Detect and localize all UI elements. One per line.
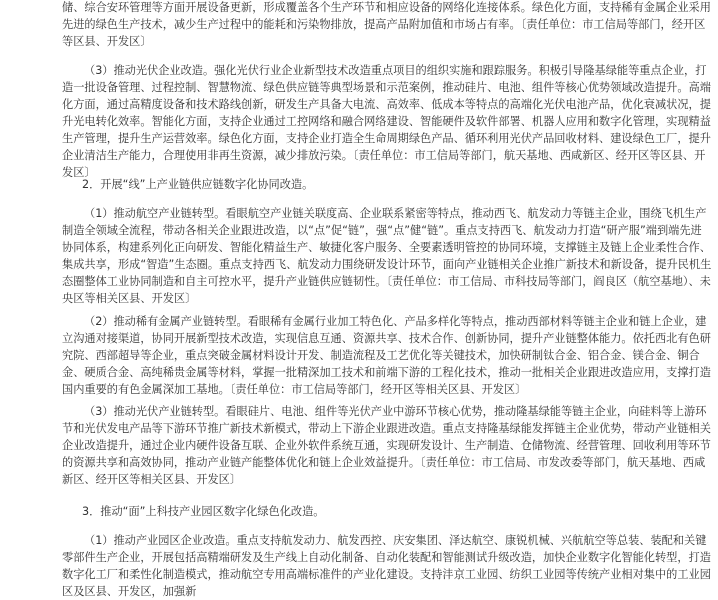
section-heading-area (82, 503, 324, 520)
paragraph-text: （3）推动光伏企业改造。强化光伏行业企业新型技术改造重点项目的组织实施和跟踪服务。积极引导隆基绿能等重点企业，打造一批设备管理、过程控制、智慧物流、绿色供应链等典型场景和示范案例，推动硅片、电池、组件等核心优势领域改造提升。高端化方面，通过高精度设备和技术路线创新，研发生产具备大电流、高效率、低成本等特点的高端化光伏电池产品，优化衰减状况，提升光电转化效率。智能化方面，支持企业通过工控网络和融合网络建设、智能硬件及软件部署、机器人应用和数字化管理，实现精益生产管理，提升生产运营效率。绿色化方面，支持企业打造全生命周期绿色产品、循环利用光伏产品回收材料、建设绿色工厂，提升企业清洁生产能力，合理使用非再生资源，减少排放污染。〔责任单位：市工信局等部门，航天基地、西咸新区、经开区等区县、开发区〕 (62, 64, 711, 179)
paragraph-continued (62, 0, 712, 50)
paragraph-text: 储、综合安环管理等方面开展设备更新，形成覆盖各个生产环节和相应设备的网络化连接体系。绿色化方面，支持稀有金属企业采用先进的绿色生产技术，减少生产过程中的能耗和污染物排放，提高产品附加值和市场占有率。〔责任单位：市工信局等部门，经开区等区县、开发区〕 (62, 1, 711, 48)
paragraph-rare-metal-chain (62, 313, 712, 398)
paragraph-text: （3）推动光伏产业链转型。看眼硅片、电池、组件等光伏产业中游环节核心优势，推动隆基绿能等链主企业，向硅料等上游环节和光伏发电产品等下游环节推广新技术新模式，带动上下游企业跟进改造。重点支持隆基绿能发挥链主企业优势，带动产业链相关企业改造提升，通过企业内硬件设备互联、企业外软件系统互通，实现研发设计、生产制造、仓储物流、经营管理、回收利用等环节的资源共享和高效协同，推动产业链产能整体优化和链上企业效益提升。〔责任单位：市工信局、市发改委等部门，航天基地、西咸新区、经开区等相关区县、开发区〕 (62, 405, 711, 486)
heading-text: 2．开展“线”上产业链供应链数字化协同改造。 (82, 178, 314, 191)
paragraph-text: （1）推动产业园区企业改造。重点支持航发动力、航发西控、庆安集团、泽达航空、康锐机械、兴航航空等总装、装配和关键零部件生产企业，开展包括高精端研发及生产线上自动化制备、自动化装配和智能测试升级改造，加快企业数字化智能化转型，打造数字化工厂和柔性化制造模式，推动航空专用高端标准件的产业化建设。支持沣京工业园、纺织工业园等传统产业相对集中的工业园区及区县、开发区，加强新 (62, 534, 711, 598)
paragraph-industrial-park (62, 532, 712, 600)
paragraph-photovoltaic-chain (62, 403, 712, 488)
paragraph-aviation-chain (62, 205, 712, 307)
heading-text: 3．推动“面”上科技产业园区数字化绿色化改造。 (82, 505, 325, 518)
section-heading-line (82, 176, 313, 193)
paragraph-text: （1）推动航空产业链转型。看眼航空产业链关联度高、企业联系紧密等特点，推动西飞、航发动力等链主企业，围绕飞机生产制造全领域全流程，带动各相关企业跟进改造，以“点”促“链”，强“点”健“链”。重点支持西飞、航发动力打造“研产服”端到端先进协同体系，构建系列化正向研发、智能化精益生产、敏捷化客户服务、全要素透明管控的协同环境，支撑链主及链上企业柔性合作、集成共享，形成“智造”生态圈。重点支持西飞、航发动力围绕研发设计环节，面向产业链相关企业推广新技术和新设备，提升民机生态圈整体工业协同制造和自主可控水平，提升产业链供应链韧性。〔责任单位：市工信局、市科技局等部门，阎良区（航空基地）、未央区等相关区县、开发区〕 (62, 207, 712, 305)
paragraph-text: （2）推动稀有金属产业链转型。看眼稀有金属行业加工特色化、产品多样化等特点，推动西部材料等链主企业和链上企业，建立沟通对接渠道，协同开展新型技术改造，实现信息互通、资源共享、技术合作、创新协同，提升产业链整体能力。依托西北有色研究院、西部超导等企业，重点突破金属材料设计开发、制造流程及工艺优化等关键技术，加快研制钛合金、铝合金、镁合金、铜合金、硬质合金、高纯稀贵金属等材料，掌握一批精深加工技术和前端下游的工程化技术，推动一批相关企业跟进改造应用，支撑打造国内重要的有色金属深加工基地。〔责任单位：市工信局等部门，经开区等相关区县、开发区〕 (62, 315, 711, 396)
paragraph-photovoltaic-enterprise (62, 62, 712, 181)
